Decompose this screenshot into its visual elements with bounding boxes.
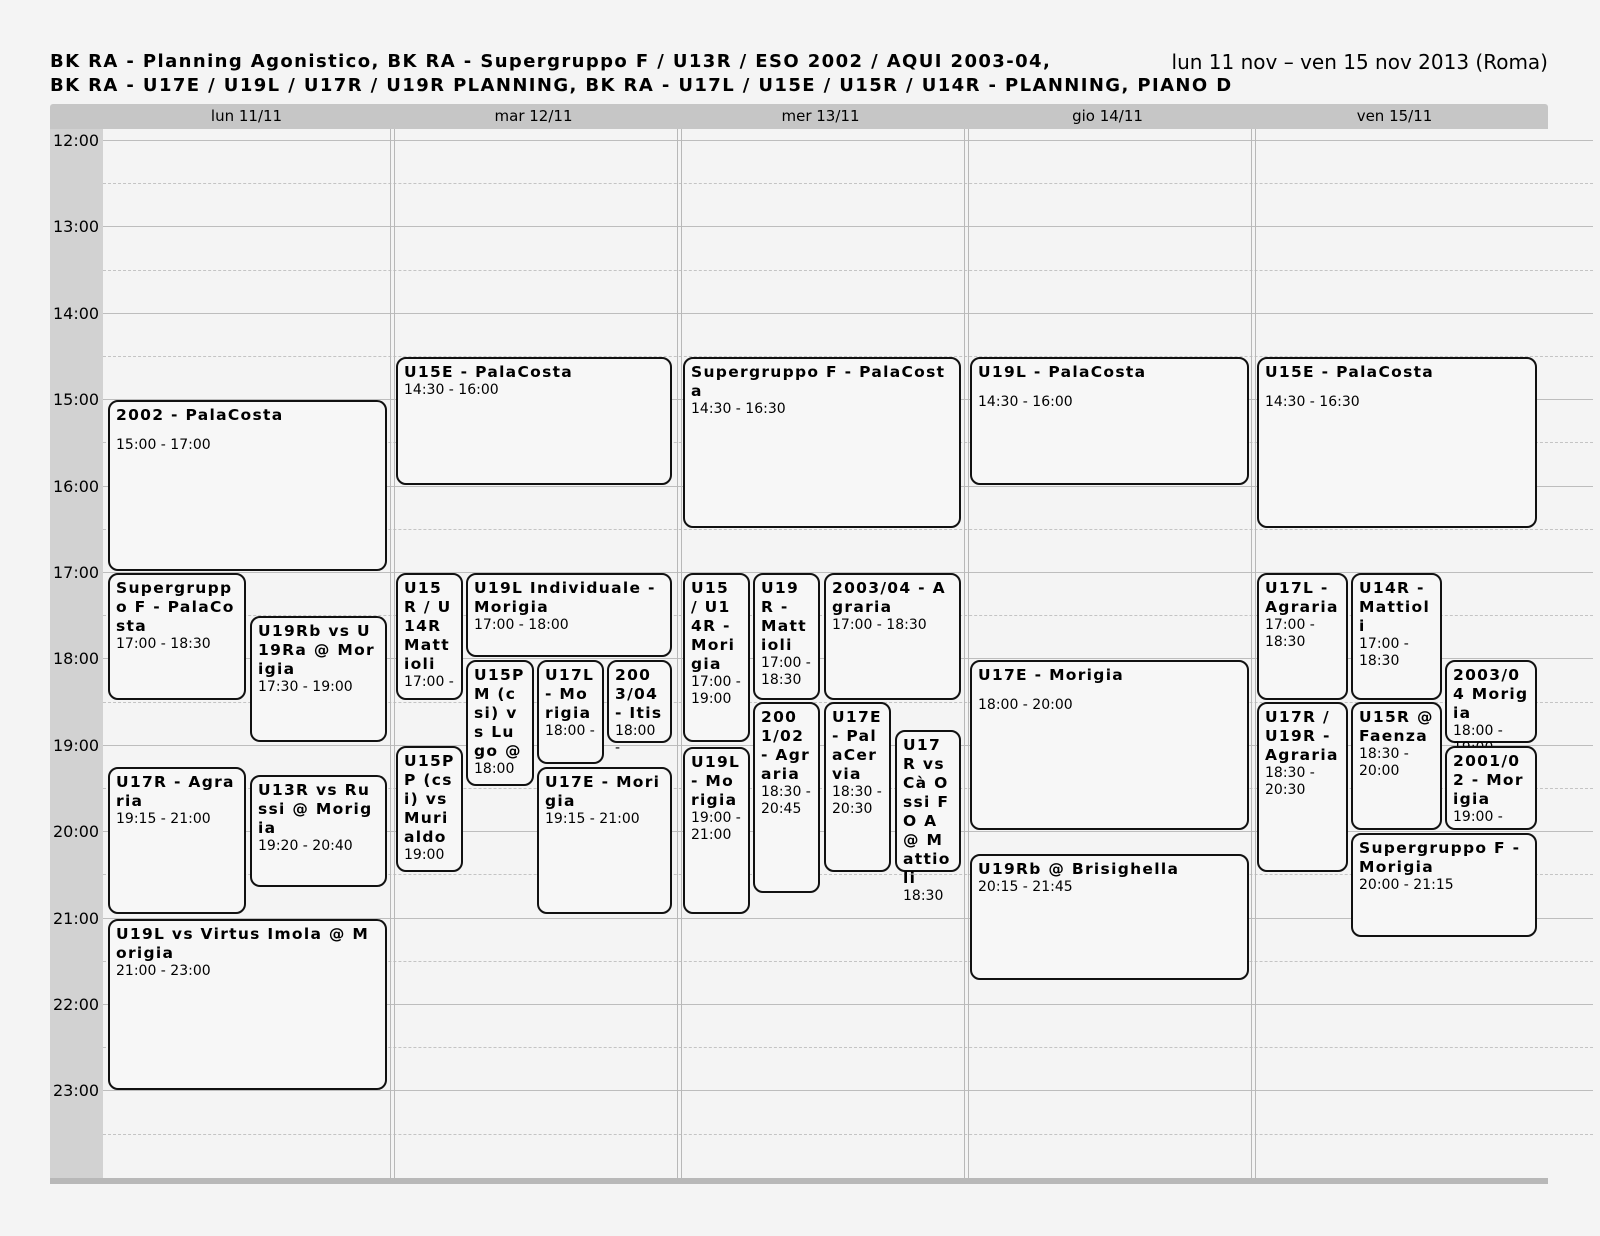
event-time: 17:00 - 19:00 (691, 674, 741, 707)
time-label: 15:00 (53, 390, 100, 409)
calendar-title-line-1: BK RA - Planning Agonistico, BK RA - Supergruppo F / U13R / ESO 2002 / AQUI 2003-04, (50, 51, 1052, 72)
half-hour-line (103, 1134, 1593, 1135)
event-time: 20:15 - 21:45 (978, 879, 1073, 895)
event-title: 2003/04 - Agraria (832, 579, 946, 616)
event-title: Supergruppo F - Morigia (1359, 839, 1521, 876)
calendar-event[interactable] (396, 357, 672, 485)
event-title: U14R - Mattioli (1359, 579, 1431, 635)
event-title: U17L - Agraria (1265, 579, 1339, 616)
time-label: 23:00 (53, 1081, 100, 1100)
event-time: 17:00 - 18:30 (832, 617, 927, 633)
calendar-event[interactable] (250, 616, 387, 742)
calendar-event[interactable] (250, 775, 387, 887)
hour-line (103, 140, 1593, 141)
event-time: 17:00 - 18:00 (474, 617, 569, 633)
day-header-mon[interactable]: lun 11/11 (210, 107, 283, 125)
event-time: 18:00 - (545, 723, 595, 739)
day-header-fri[interactable]: ven 15/11 (1356, 107, 1433, 125)
time-label: 21:00 (53, 909, 100, 928)
event-time: 14:30 - 16:30 (691, 401, 786, 417)
event-time: 19:00 (404, 847, 445, 863)
event-time: 14:30 - 16:30 (1265, 394, 1360, 410)
event-title: U15R / U14R Mattioli (404, 579, 452, 673)
calendar-event[interactable] (1257, 702, 1348, 872)
event-title: U15PM (csi) vs Lugo @ (474, 666, 525, 760)
event-title: U19L vs Virtus Imola @ Morigia (116, 925, 370, 962)
event-title: U19L Individuale - Morigia (474, 579, 656, 616)
day-column-divider (677, 129, 682, 1178)
event-title: U19L - PalaCosta (978, 363, 1147, 381)
event-time: 21:00 - 23:00 (116, 963, 211, 979)
calendar-event[interactable] (108, 767, 246, 914)
event-title: U13R vs Russi @ Morigia (258, 781, 373, 837)
calendar-event[interactable] (466, 573, 672, 657)
event-time: 18:30 - 20:00 (1359, 746, 1409, 779)
calendar-event[interactable] (824, 573, 961, 700)
event-title: U17L - Morigia (545, 666, 595, 722)
event-title: U15E - PalaCosta (1265, 363, 1435, 381)
time-label: 19:00 (53, 736, 100, 755)
day-header-tue[interactable]: mar 12/11 (494, 107, 573, 125)
calendar-event[interactable] (824, 702, 891, 872)
event-time: 19:15 - 21:00 (116, 811, 211, 827)
event-time: 17:00 - (404, 674, 454, 690)
time-label: 12:00 (53, 131, 100, 150)
event-time: 14:30 - 16:00 (404, 382, 499, 398)
calendar-event[interactable] (396, 573, 463, 700)
event-title: 2002 - PalaCosta (116, 406, 284, 424)
day-column-divider (964, 129, 969, 1178)
calendar-event[interactable] (1351, 833, 1537, 937)
calendar-title (50, 50, 1233, 98)
half-hour-line (103, 270, 1593, 271)
event-time: 19:00 - 21:00 (691, 810, 741, 843)
event-time: 18:00 - 20:00 (978, 697, 1073, 713)
event-title: U15 / U14R - Morigia (691, 579, 736, 673)
day-column-divider (390, 129, 395, 1178)
event-title: U19L - Morigia (691, 753, 741, 809)
calendar-event[interactable] (1445, 746, 1537, 830)
event-title: U17E - PalaCervia (832, 708, 882, 783)
event-time: 17:00 - 18:30 (1359, 636, 1409, 669)
event-time: 18:30 - 20:30 (1265, 765, 1315, 798)
event-title: U17E - Morigia (978, 666, 1125, 684)
event-time: 18:30 - 20:30 (832, 784, 882, 817)
calendar-event[interactable] (753, 573, 820, 700)
calendar-event[interactable] (537, 767, 672, 914)
calendar-event[interactable] (108, 573, 246, 700)
hour-line (103, 313, 1593, 314)
calendar-event[interactable] (683, 357, 961, 528)
event-time: 18:00 (474, 761, 515, 777)
date-range: lun 11 nov – ven 15 nov 2013 (Roma) (1171, 50, 1548, 74)
event-time: 17:00 - 18:30 (116, 636, 211, 652)
calendar-event[interactable] (970, 357, 1249, 485)
calendar-event[interactable] (683, 573, 750, 742)
day-column-divider (1251, 129, 1256, 1178)
time-label: 13:00 (53, 217, 100, 236)
calendar-event[interactable] (108, 919, 387, 1090)
day-header-wed[interactable]: mer 13/11 (781, 107, 860, 125)
calendar-title-line-2: BK RA - U17E / U19L / U17R / U19R PLANNING, BK RA - U17L / U15E / U15R / U14R - PLANNING, PIANO D (50, 75, 1233, 96)
calendar-event[interactable] (970, 854, 1249, 980)
calendar-event[interactable] (1445, 660, 1537, 743)
event-title: U17E - Morigia (545, 773, 661, 810)
event-title: U15R @ Faenza (1359, 708, 1434, 745)
calendar-event[interactable] (607, 660, 672, 756)
calendar-event[interactable] (1257, 357, 1537, 528)
calendar-event[interactable] (895, 730, 961, 904)
calendar-event[interactable] (466, 660, 534, 786)
calendar-bottom-border (50, 1178, 1548, 1184)
event-title: U19Rb vs U19Ra @ Morigia (258, 622, 375, 678)
event-title: U15E - PalaCosta (404, 363, 574, 381)
event-title: Supergruppo F - PalaCosta (116, 579, 235, 635)
event-time: 18:00 - (1453, 723, 1503, 739)
calendar-event[interactable] (396, 746, 463, 872)
event-time: 20:00 - 21:15 (1359, 877, 1454, 893)
event-time: 19:15 - 21:00 (545, 811, 640, 827)
event-title: U19R - Mattioli (761, 579, 807, 654)
time-label: 18:00 (53, 649, 100, 668)
event-time: 19:20 - 20:40 (258, 838, 353, 854)
event-time: 18:00 - (615, 723, 656, 756)
calendar-event[interactable] (108, 400, 387, 571)
event-title: 2001/02 - Morigia (1453, 752, 1524, 808)
time-label: 16:00 (53, 477, 100, 496)
event-title: 2001/02 - Agraria (761, 708, 811, 783)
half-hour-line (103, 183, 1593, 184)
event-title: U19Rb @ Brisighella (978, 860, 1180, 878)
event-time: 19:00 - (1453, 809, 1503, 825)
calendar-event[interactable] (753, 702, 820, 893)
event-time: 17:30 - 19:00 (258, 679, 353, 695)
event-time: 15:00 - 17:00 (116, 437, 211, 453)
event-time: 14:30 - 16:00 (978, 394, 1073, 410)
event-title: Supergruppo F - PalaCosta (691, 363, 946, 400)
event-title: U17R vs Cà Ossi FO A @ Mattioli (903, 736, 951, 887)
event-time: 17:00 - 18:30 (761, 655, 811, 688)
time-label: 17:00 (53, 563, 100, 582)
event-title: 2003/04 - Itis (615, 666, 663, 722)
calendar-event[interactable] (683, 747, 750, 914)
day-header-thu[interactable]: gio 14/11 (1072, 107, 1143, 125)
calendar-event[interactable] (1351, 702, 1442, 830)
calendar-event[interactable] (970, 660, 1249, 830)
event-time: 17:00 - 18:30 (1265, 617, 1315, 650)
hour-line (103, 1090, 1593, 1091)
time-label: 14:00 (53, 304, 100, 323)
hour-line (103, 226, 1593, 227)
week-calendar (50, 104, 1548, 1184)
calendar-event[interactable] (1257, 573, 1348, 700)
time-label: 22:00 (53, 995, 100, 1014)
event-title: U17R / U19R - Agraria (1265, 708, 1339, 764)
event-title: U15PP (csi) vs Murialdo (404, 752, 455, 846)
event-time: 18:30 - 20:45 (761, 784, 811, 817)
event-time: 18:30 (903, 888, 944, 904)
time-label: 20:00 (53, 822, 100, 841)
calendar-event[interactable] (1351, 573, 1442, 700)
event-title: U17R - Agraria (116, 773, 235, 810)
event-title: 2003/04 Morigia (1453, 666, 1529, 722)
calendar-event[interactable] (537, 660, 604, 764)
